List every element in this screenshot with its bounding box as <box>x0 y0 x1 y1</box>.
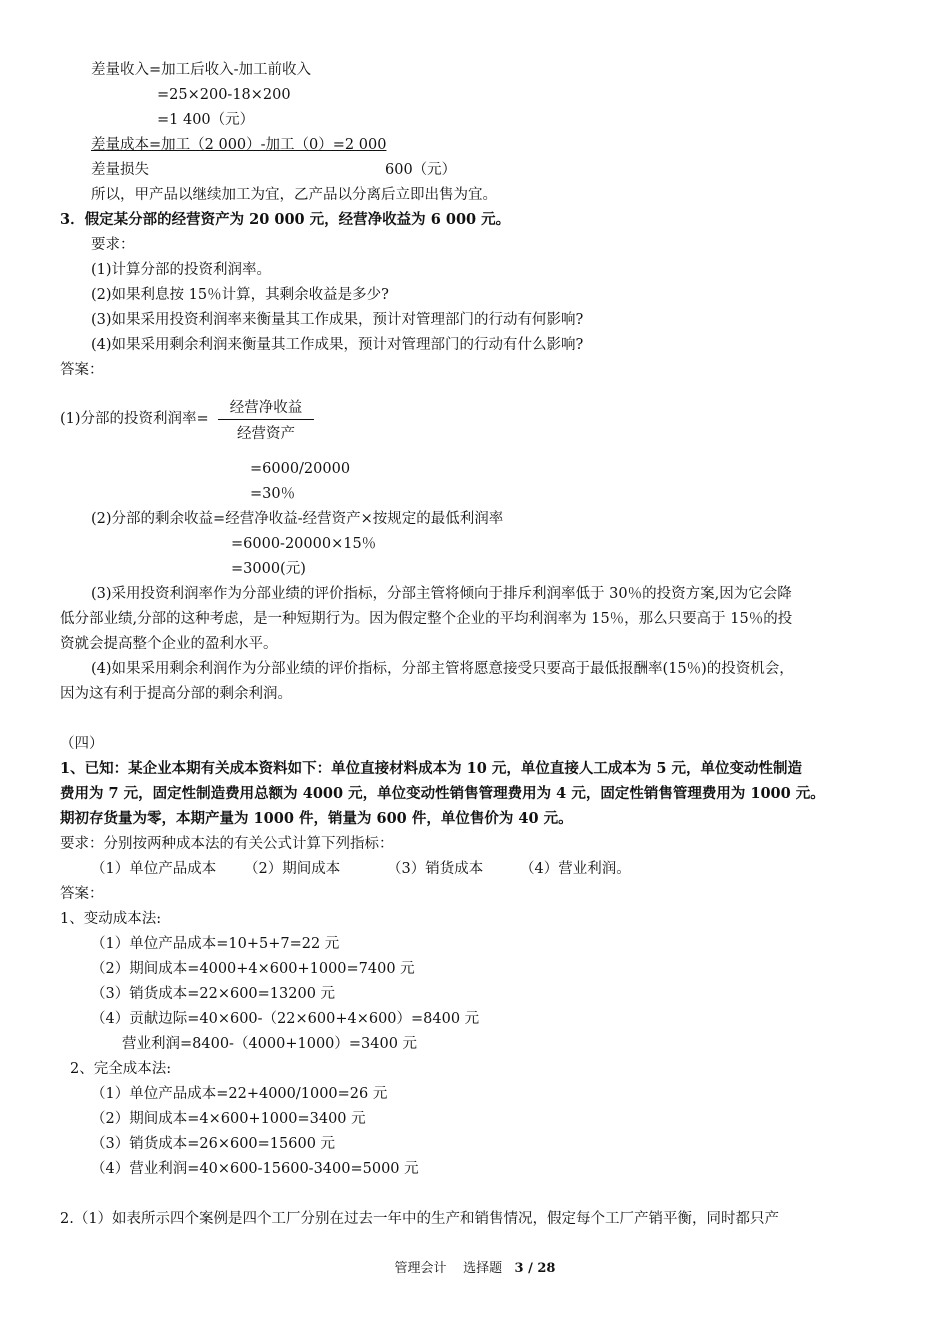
fraction-bar <box>218 419 314 420</box>
text-line: （4）贡献边际=40×600-（22×600+4×600）=8400 元 <box>91 1011 480 1027</box>
text-line: 差量收入=加工后收入-加工前收入 <box>91 62 312 78</box>
text-line: （4）营业利润。 <box>520 861 631 877</box>
footer-section: 选择题 <box>463 1261 503 1276</box>
question-3: 3．假定某分部的经营资产为 20 000 元，经营净收益为 6 000 元。 <box>60 211 511 228</box>
text-line: （3）销货成本=26×600=15600 元 <box>91 1136 336 1152</box>
text-line: 低分部业绩,分部的这种考虑，是一种短期行为。因为假定整个企业的平均利润率为 15％，那么只要高于 15％的投 <box>60 611 793 627</box>
question-2: 2.（1）如表所示四个案例是四个工厂分别在过去一年中的生产和销售情况，假定每个工厂产销平衡，同时都只产 <box>60 1211 780 1227</box>
text-line: 要求： <box>91 237 135 253</box>
text-line: (3)采用投资利润率作为分部业绩的评价指标，分部主管将倾向于排斥利润率低于 30％的投资方案,因为它会降 <box>91 586 792 602</box>
text-line: (4)如果采用剩余利润作为分部业绩的评价指标，分部主管将愿意接受只要高于最低报酬率(15％)的投资机会， <box>91 661 794 677</box>
text-line: 1、变动成本法: <box>60 911 162 927</box>
answer-label: 答案： <box>60 886 104 902</box>
page-footer <box>0 1257 950 1276</box>
answer-label: 答案： <box>60 362 104 378</box>
text-line: 2、完全成本法: <box>70 1061 172 1077</box>
footer-course: 管理会计 <box>394 1261 447 1276</box>
fraction-denominator: 经营资产 <box>237 426 295 442</box>
formula-label: (1)分部的投资利润率= <box>60 411 209 427</box>
text-line: (3)如果采用投资利润率来衡量其工作成果，预计对管理部门的行动有何影响? <box>91 312 584 328</box>
text-line: (2)如果利息按 15％计算，其剩余收益是多少? <box>91 287 389 303</box>
text-line: 费用为 7 元，固定性制造费用总额为 4000 元，单位变动性销售管理费用为 4 元，固定性销售管理费用为 1000 元。 <box>60 785 825 802</box>
text-line: 要求：分别按两种成本法的有关公式计算下列指标： <box>60 836 394 852</box>
text-line: （1）单位产品成本=22+4000/1000=26 元 <box>91 1086 388 1102</box>
text-line: （1）单位产品成本 <box>91 861 217 877</box>
fraction-numerator: 经营净收益 <box>229 400 303 416</box>
text-line: （2）期间成本=4×600+1000=3400 元 <box>91 1111 366 1127</box>
text-line: =6000-20000×15％ <box>231 536 377 552</box>
text-line: 600（元） <box>385 162 457 178</box>
text-line: （2）期间成本 <box>244 861 341 877</box>
text-line: 因为这有利于提高分部的剩余利润。 <box>60 686 292 702</box>
text-line: （1）单位产品成本=10+5+7=22 元 <box>91 936 340 952</box>
text-line: =30％ <box>250 486 296 502</box>
text-line: (1)计算分部的投资利润率。 <box>91 262 272 278</box>
text-line: （4）营业利润=40×600-15600-3400=5000 元 <box>91 1161 419 1177</box>
fraction <box>218 396 314 443</box>
section-heading: （四） <box>60 736 104 752</box>
text-line: （3）销货成本=22×600=13200 元 <box>91 986 336 1002</box>
text-line: 期初存货量为零，本期产量为 1000 件，销量为 600 件，单位售价为 40 元。 <box>60 810 573 827</box>
text-line: =25×200-18×200 <box>157 87 291 103</box>
text-line: (4)如果采用剩余利润来衡量其工作成果，预计对管理部门的行动有什么影响? <box>91 337 584 353</box>
text-line: 所以，甲产品以继续加工为宜，乙产品以分离后立即出售为宜。 <box>91 187 497 203</box>
footer-page: 3 <box>514 1261 524 1276</box>
text-line: （2）期间成本=4000+4×600+1000=7400 元 <box>91 961 415 977</box>
footer-total: 28 <box>537 1261 556 1276</box>
text-line: =6000/20000 <box>250 461 351 477</box>
text-line: =3000(元) <box>231 561 306 577</box>
text-line: 差量成本=加工（2 000）-加工（0）=2 000 <box>91 137 387 153</box>
text-line: 营业利润=8400-（4000+1000）=3400 元 <box>122 1036 418 1052</box>
text-line: (2)分部的剩余收益=经营净收益-经营资产×按规定的最低利润率 <box>91 511 504 527</box>
text-line: =1 400（元） <box>157 112 255 128</box>
text-line: （3）销货成本 <box>387 861 484 877</box>
footer-sep: / <box>528 1261 533 1276</box>
text-line: 差量损失 <box>91 162 149 178</box>
text-line: 资就会提高整个企业的盈利水平。 <box>60 636 278 652</box>
question-1: 1、已知：某企业本期有关成本资料如下：单位直接材料成本为 10 元，单位直接人工成本为 5 元，单位变动性制造 <box>60 760 803 777</box>
